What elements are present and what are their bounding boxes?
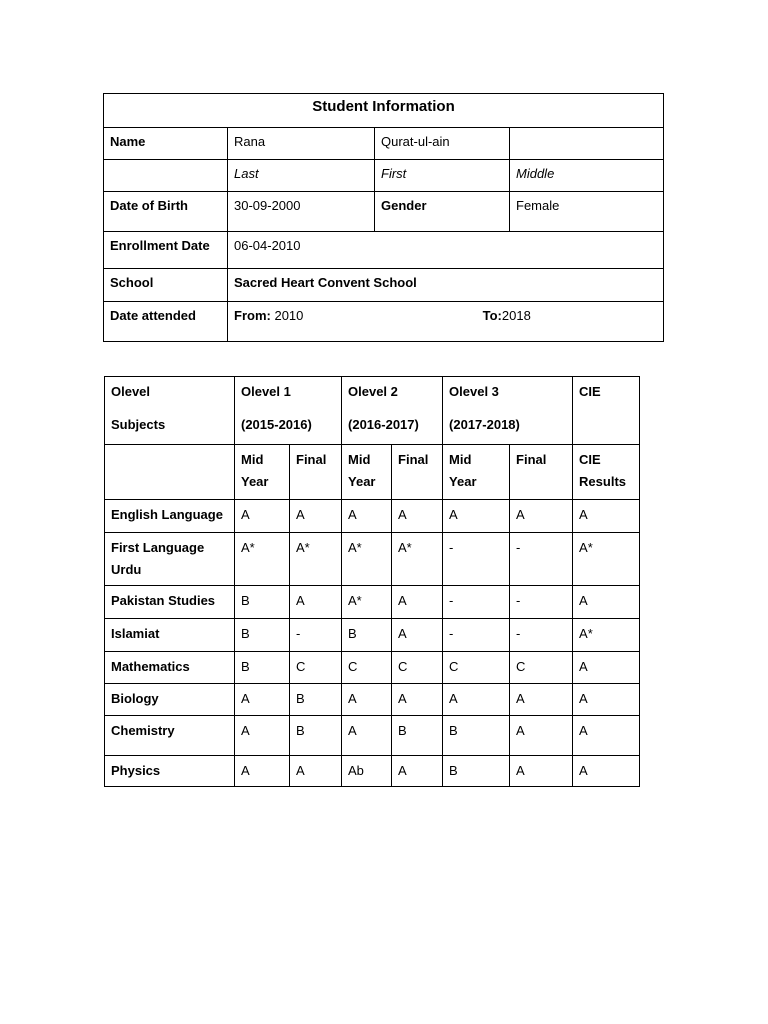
subject-name: Islamiat (105, 619, 235, 652)
name-label: Name (104, 128, 228, 160)
table-row (105, 684, 640, 716)
grade-cell: B (235, 586, 290, 619)
gender-value: Female (510, 192, 664, 232)
grade-cell: B (342, 619, 392, 652)
grade-cell: A (392, 500, 443, 533)
school-value: Sacred Heart Convent School (228, 269, 664, 302)
middle-name-value (510, 128, 664, 160)
grade-cell: A (290, 586, 342, 619)
grade-cell: A (235, 684, 290, 716)
gender-label: Gender (375, 192, 510, 232)
subject-name: English Language (105, 500, 235, 533)
attended-value (228, 302, 664, 342)
dob-value: 30-09-2000 (228, 192, 375, 232)
cie-header: CIE (573, 377, 640, 445)
table-row (105, 500, 640, 533)
grade-cell: A (235, 756, 290, 787)
table-row (105, 716, 640, 756)
grade-cell: A (573, 716, 640, 756)
o1-mid-header: Mid Year (235, 445, 290, 500)
grade-cell: A (573, 586, 640, 619)
grade-cell: A* (573, 619, 640, 652)
grade-cell: C (342, 652, 392, 684)
grade-cell: A (573, 684, 640, 716)
grade-cell: B (443, 756, 510, 787)
grade-cell: A* (573, 533, 640, 586)
grade-cell: A (342, 684, 392, 716)
grade-cell: A (573, 756, 640, 787)
grade-cell: A (510, 756, 573, 787)
dob-label: Date of Birth (104, 192, 228, 232)
subject-name: Biology (105, 684, 235, 716)
grade-cell: A (392, 756, 443, 787)
grade-cell: A (510, 684, 573, 716)
empty-header-cell (105, 445, 235, 500)
to-label: To: (482, 308, 502, 323)
last-name-value: Rana (228, 128, 375, 160)
subject-name: Pakistan Studies (105, 586, 235, 619)
o3-mid-header: Mid Year (443, 445, 510, 500)
grade-cell: - (510, 619, 573, 652)
grade-cell: C (392, 652, 443, 684)
grade-cell: A (392, 619, 443, 652)
grade-cell: - (443, 533, 510, 586)
attended-label: Date attended (104, 302, 228, 342)
subject-name: Mathematics (105, 652, 235, 684)
first-caption: First (375, 160, 510, 192)
grade-cell: A (510, 716, 573, 756)
grade-cell: A (392, 684, 443, 716)
grade-cell: A (510, 500, 573, 533)
table-row (105, 619, 640, 652)
o3-final-header: Final (510, 445, 573, 500)
grade-cell: - (510, 533, 573, 586)
table-row (105, 586, 640, 619)
grade-cell: A (573, 500, 640, 533)
subjects-header: Olevel Subjects (105, 377, 235, 445)
grade-cell: A* (290, 533, 342, 586)
empty-cell (104, 160, 228, 192)
grade-cell: A* (235, 533, 290, 586)
table-row (105, 652, 640, 684)
grade-cell: - (290, 619, 342, 652)
to-value: 2018 (501, 308, 531, 323)
subject-name: Chemistry (105, 716, 235, 756)
table-row (105, 756, 640, 787)
grade-cell: A (443, 684, 510, 716)
grade-cell: - (443, 619, 510, 652)
o2-final-header: Final (392, 445, 443, 500)
grade-cell: - (510, 586, 573, 619)
o1-final-header: Final (290, 445, 342, 500)
subject-name: First Language Urdu (105, 533, 235, 586)
olevel1-header: Olevel 1 (2015-2016) (235, 377, 342, 445)
grade-cell: A (573, 652, 640, 684)
grade-cell: A (342, 500, 392, 533)
grade-cell: A* (342, 586, 392, 619)
subject-name: Physics (105, 756, 235, 787)
enrollment-label: Enrollment Date (104, 232, 228, 269)
grade-cell: A (443, 500, 510, 533)
grade-cell: A (392, 586, 443, 619)
grade-cell: A (290, 500, 342, 533)
from-label: From: (234, 308, 271, 323)
grade-cell: A (290, 756, 342, 787)
grade-cell: B (392, 716, 443, 756)
grade-cell: C (443, 652, 510, 684)
table-title: Student Information (104, 94, 664, 128)
cie-results-header: CIE Results (573, 445, 640, 500)
student-information-table (103, 93, 664, 342)
grade-cell: B (443, 716, 510, 756)
grade-cell: - (443, 586, 510, 619)
grade-cell: B (290, 716, 342, 756)
grade-cell: C (290, 652, 342, 684)
grade-cell: A (342, 716, 392, 756)
first-name-value: Qurat-ul-ain (375, 128, 510, 160)
grade-cell: B (235, 652, 290, 684)
olevel2-header: Olevel 2 (2016-2017) (342, 377, 443, 445)
table-row (105, 533, 640, 586)
school-label: School (104, 269, 228, 302)
olevel-grades-table (104, 376, 640, 787)
grade-cell: Ab (342, 756, 392, 787)
grade-cell: B (290, 684, 342, 716)
grade-cell: A (235, 716, 290, 756)
grade-cell: B (235, 619, 290, 652)
from-value: 2010 (274, 308, 304, 323)
last-caption: Last (228, 160, 375, 192)
grade-cell: A* (392, 533, 443, 586)
grade-cell: A (235, 500, 290, 533)
o2-mid-header: Mid Year (342, 445, 392, 500)
olevel3-header: Olevel 3 (2017-2018) (443, 377, 573, 445)
grade-cell: C (510, 652, 573, 684)
grade-cell: A* (342, 533, 392, 586)
middle-caption: Middle (510, 160, 664, 192)
enrollment-value: 06-04-2010 (228, 232, 664, 269)
